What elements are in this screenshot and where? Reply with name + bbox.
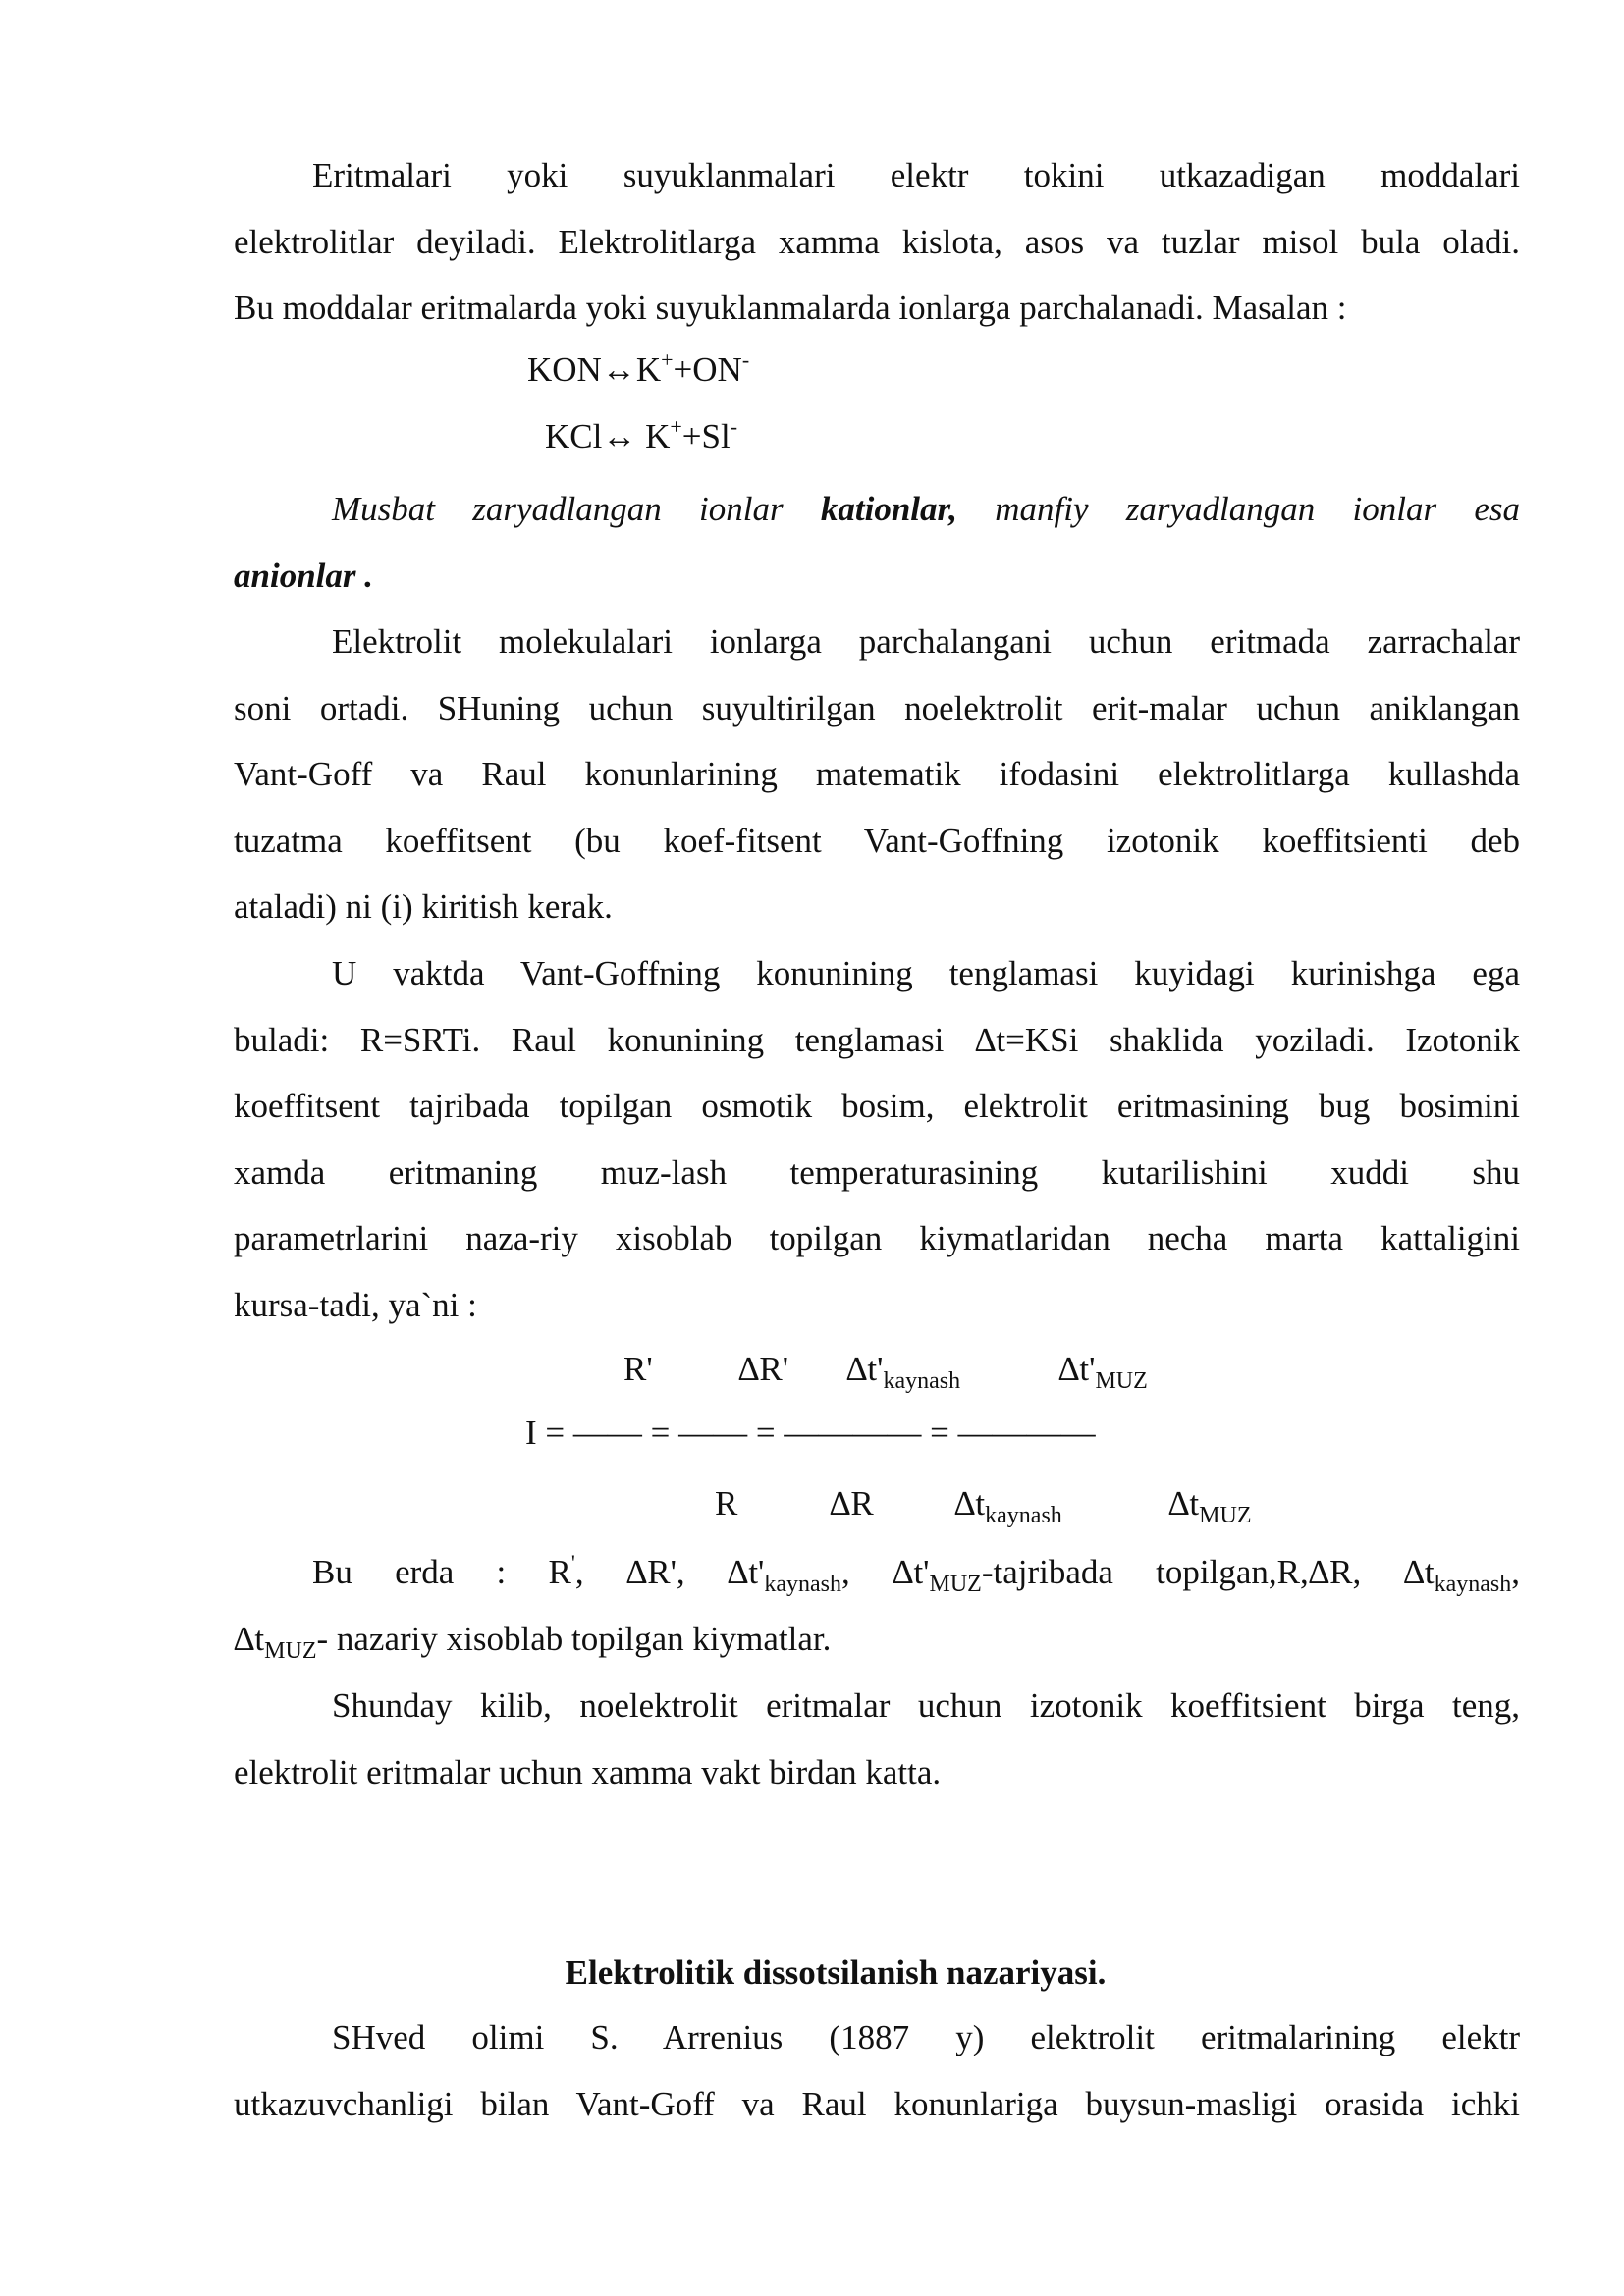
formula-numerator: $\Delta t'_{MUZ}$ [1058, 1350, 1148, 1394]
paragraph-cations-anions [234, 476, 1520, 609]
formula-denominator: R [715, 1484, 738, 1522]
paragraph-formula-explanation [234, 1539, 1520, 1672]
formula-denominator: $\Delta t_{kaynash}$ [954, 1484, 1062, 1528]
text-line: $\Delta t_{MUZ}-$ nazariy xisoblab topilgan kiymatlar. [234, 1619, 832, 1664]
formula-numerator: R' [623, 1350, 653, 1388]
formula-numerator: $\Delta t'_{kaynash}$ [846, 1350, 961, 1394]
term-anionlar: anionlar . [234, 556, 373, 595]
formula-denominator: $\Delta t_{MUZ}$ [1168, 1484, 1252, 1528]
text-line: Bu erda : R', ∆R', $\Delta t'_{kaynash}$, $\Delta t'_{MUZ}$-tajribada topilgan,R,∆R, $\Delta t_{kaynash}$, [312, 1550, 1521, 1597]
paragraph-conclusion [234, 1673, 1520, 1805]
text-line: buladi: R=SRTi. Raul konunining tenglamasi ∆t=KSi shaklida yoziladi. Izotonik [234, 1020, 1520, 1059]
paragraph-isotonic-coefficient [234, 940, 1520, 1338]
section-heading: Elektrolitik dissotsilanish nazariyasi. [565, 1953, 1107, 1992]
text-line: U vaktda Vant-Goffning konunining tenglamasi kuyidagi kurinishga ega [332, 954, 1520, 992]
text-line: koeffitsent tajribada topilgan osmotik bosim, elektrolit eritmasining bug bosimini [234, 1087, 1520, 1125]
text-line: Elektrolit molekulalari ionlarga parchalangani uchun eritmada zarrachalar [332, 622, 1520, 661]
formula-denominator: ∆R [830, 1484, 874, 1522]
paragraph-arrhenius [234, 2004, 1520, 2137]
formula-fraction-line: I = —— = —— = ———— = ———— [525, 1414, 1096, 1452]
text-line: parametrlarini naza-riy xisoblab topilgan kiymatlaridan necha marta kattaligini [234, 1219, 1520, 1257]
text-line: ataladi) ni (i) kiritish kerak. [234, 887, 613, 926]
text-line: tuzatma koeffitsent (bu koef-fitsent Vant-Goffning izotonik koeffitsienti deb [234, 821, 1520, 860]
text-line: soni ortadi. SHuning uchun suyultirilgan noelektrolit erit-malar uchun aniklangan [234, 688, 1520, 727]
term-kationlar: kationlar, [820, 490, 957, 528]
paragraph-electrolytes-definition [234, 142, 1520, 342]
equation-kon: KON↔K++ON- [527, 347, 750, 389]
text-line: Vant-Goff va Raul konunlarining matematik ifodasini elektrolitlarga kullashda [234, 755, 1520, 793]
text-line: SHved olimi S. Arrenius (1887 y) elektrolit eritmalarining elektr [332, 2018, 1520, 2056]
formula-numerator: ∆R' [738, 1350, 789, 1388]
text-line: Bu moddalar eritmalarda yoki suyuklanmalarda ionlarga parchalanadi. Masalan : [234, 289, 1347, 327]
text-line: Eritmalari yoki suyuklanmalari elektr tokini utkazadigan moddalari [312, 156, 1520, 194]
paragraph-vant-goff-correction [234, 609, 1520, 940]
text-line: Shunday kilib, noelektrolit eritmalar uchun izotonik koeffitsient birga teng, [332, 1686, 1520, 1725]
text-line: utkazuvchanligi bilan Vant-Goff va Raul konunlariga buysun-masligi orasida ichki [234, 2084, 1520, 2123]
text-line: elektrolitlar deyiladi. Elektrolitlarga xamma kislota, asos va tuzlar misol bula oladi. [234, 222, 1520, 261]
text-line: xamda eritmaning muz-lash temperaturasining kutarilishini xuddi shu [234, 1152, 1520, 1192]
equation-kcl: KCl↔ K++Sl- [545, 414, 738, 455]
text-line: elektrolit eritmalar uchun xamma vakt birdan katta. [234, 1752, 942, 1791]
text-line: Musbat zaryadlangan ionlar kationlar, manfiy zaryadlangan ionlar esa [332, 490, 1520, 528]
text-line: kursa-tadi, ya`ni : [234, 1285, 477, 1324]
